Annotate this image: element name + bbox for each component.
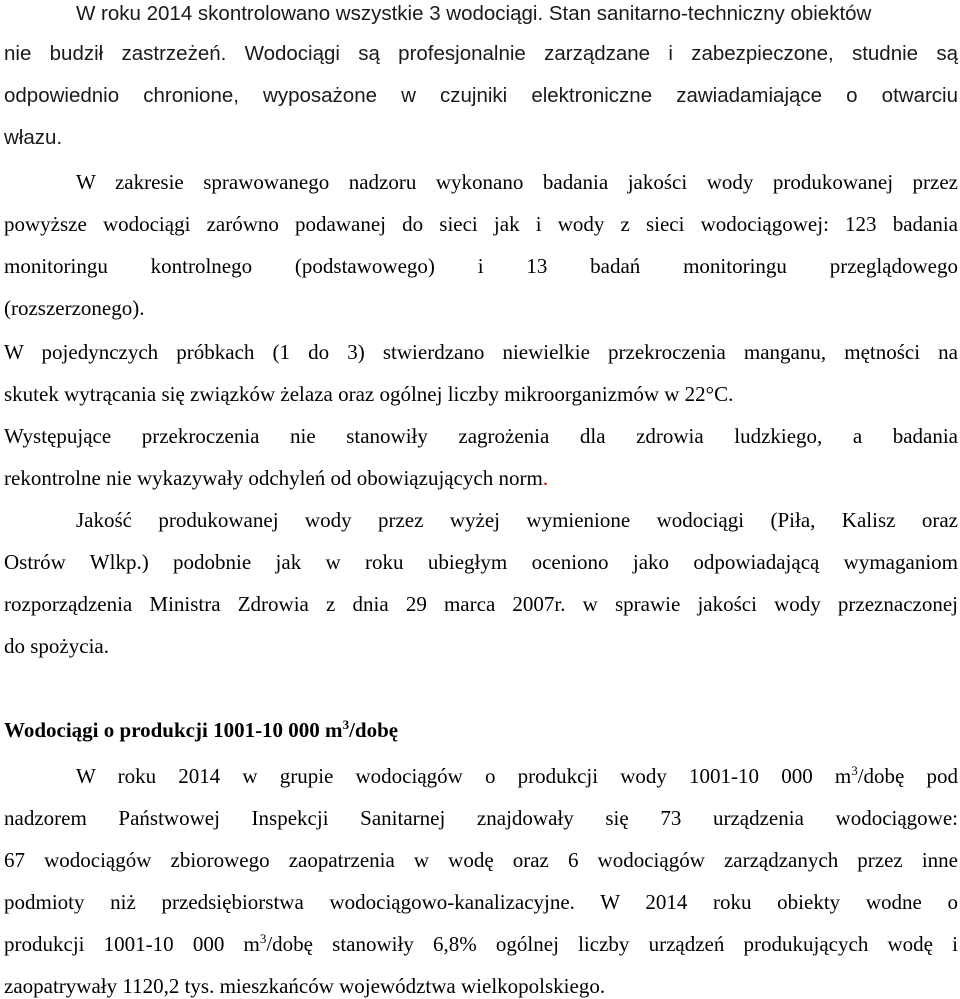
- paragraph-5-line-5-superscript: 3: [259, 931, 267, 946]
- paragraph-5-line-2: nadzorem Państwowej Inspekcji Sanitarnej znajdowały się 73 urządzenia wodociągowe:: [4, 806, 958, 830]
- paragraph-3-line-3: Występujące przekroczenia nie stanowiły zagrożenia dla zdrowia ludzkiego, a badania: [4, 424, 958, 448]
- paragraph-3-line-2: skutek wytrącania się związków żelaza oraz ogólnej liczby mikroorganizmów w 22°C.: [4, 382, 734, 406]
- paragraph-5-line-4: podmioty niż przedsiębiorstwa wodociągowo-kanalizacyjne. W 2014 roku obiekty wodne o: [4, 890, 958, 914]
- paragraph-5-line-1-superscript: 3: [851, 763, 858, 778]
- paragraph-5-line-6: zaopatrywały 1120,2 tys. mieszkańców województwa wielkopolskiego.: [4, 974, 606, 998]
- section-heading: [4, 718, 958, 742]
- red-period: .: [542, 466, 549, 490]
- paragraph-4-line-2: Ostrów Wlkp.) podobnie jak w roku ubiegłym oceniono jako odpowiadającą wymaganiom: [4, 550, 958, 574]
- paragraph-3-line-1: W pojedynczych próbkach (1 do 3) stwierdzano niewielkie przekroczenia manganu, mętności na: [4, 340, 958, 364]
- paragraph-2-line-4: (rozszerzonego).: [4, 296, 145, 320]
- paragraph-3-line-4-text: rekontrolne nie wykazywały odchyleń od obowiązujących norm: [4, 466, 543, 490]
- paragraph-3-line-4: [4, 466, 958, 490]
- paragraph-2-line-3: monitoringu kontrolnego (podstawowego) i 13 badań monitoringu przeglądowego: [4, 254, 958, 278]
- paragraph-5-line-1-unit: /dobę pod: [857, 764, 958, 788]
- paragraph-2-line-2: powyższe wodociągi zarówno podawanej do sieci jak i wody z sieci wodociągowej: 123 badania: [4, 212, 958, 236]
- paragraph-5-line-1: [76, 764, 958, 788]
- paragraph-2-line-1: W zakresie sprawowanego nadzoru wykonano badania jakości wody produkowanej przez: [76, 170, 958, 194]
- paragraph-4-line-1: Jakość produkowanej wody przez wyżej wymienione wodociągi (Piła, Kalisz oraz: [76, 508, 958, 532]
- paragraph-5-line-5-text: produkcji 1001-10 000 m: [4, 932, 260, 956]
- paragraph-4-line-4: do spożycia.: [4, 634, 109, 658]
- paragraph-4-line-3: rozporządzenia Ministra Zdrowia z dnia 29 marca 2007r. w sprawie jakości wody przeznaczonej: [4, 592, 958, 616]
- paragraph-1-line-2: nie budził zastrzeżeń. Wodociągi są profesjonalnie zarządzane i zabezpieczone, studnie są: [4, 42, 958, 65]
- paragraph-5-line-5-unit: /dobę stanowiły 6,8% ogólnej liczby urządzeń produkujących wodę i: [266, 932, 959, 956]
- paragraph-1-line-4: włazu.: [4, 126, 63, 149]
- heading-unit: /dobę: [349, 718, 399, 742]
- paragraph-1-line-1: W roku 2014 skontrolowano wszystkie 3 wodociągi. Stan sanitarno-techniczny obiektów: [76, 2, 872, 25]
- paragraph-5-line-3: 67 wodociągów zbiorowego zaopatrzenia w wodę oraz 6 wodociągów zarządzanych przez inne: [4, 848, 958, 872]
- paragraph-1-line-3: odpowiednio chronione, wyposażone w czujniki elektroniczne zawiadamiające o otwarciu: [4, 84, 958, 107]
- paragraph-5-line-5: [4, 932, 958, 956]
- heading-superscript: 3: [342, 717, 350, 732]
- heading-text: Wodociągi o produkcji 1001-10 000 m: [4, 718, 343, 742]
- paragraph-5-line-1-text: W roku 2014 w grupie wodociągów o produkcji wody 1001-10 000 m: [76, 764, 852, 788]
